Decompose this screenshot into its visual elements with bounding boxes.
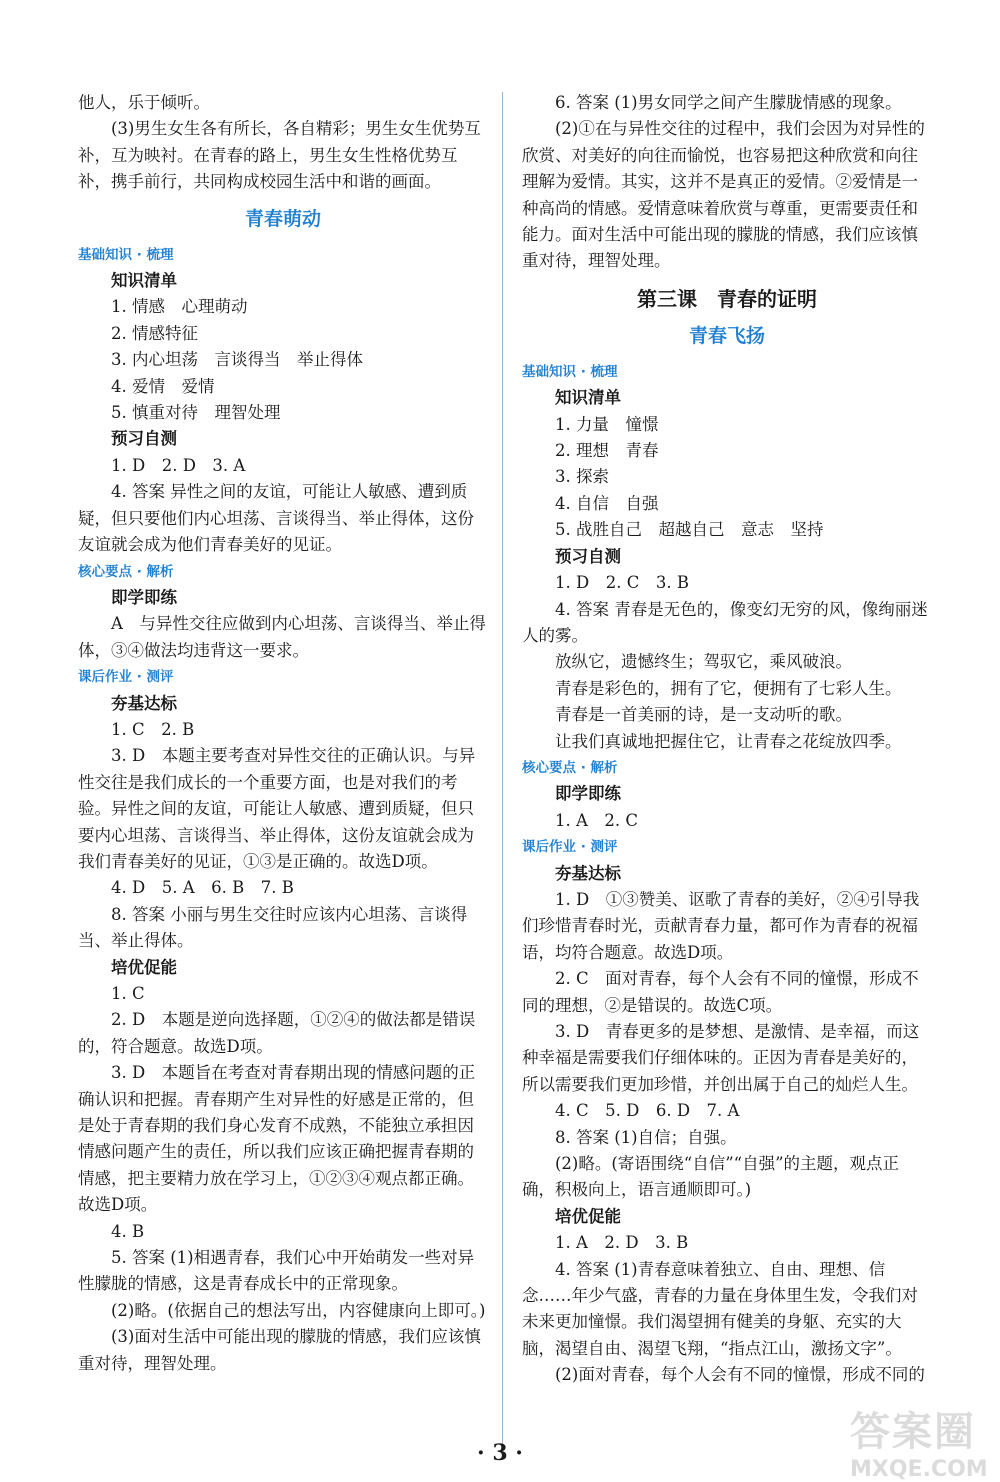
answer-line: 4. D 5. A 6. B 7. B bbox=[111, 878, 294, 898]
answer-paragraph: 放纵它，遗憾终生；驾驭它，乘风破浪。 bbox=[555, 652, 852, 672]
answer-line: 1. A 2. C bbox=[555, 810, 639, 830]
right-column bbox=[522, 90, 932, 1389]
lesson-number: 第三课 bbox=[637, 286, 697, 311]
section-header: 基础知识 · 梳理 bbox=[78, 246, 174, 263]
answer-paragraph: 青春是一首美丽的诗，是一支动听的歌。 bbox=[555, 705, 852, 725]
answer-paragraph: 6. 答案 (1)男女同学之间产生朦胧情感的现象。 bbox=[555, 93, 902, 112]
answer-line: 5. 战胜自己 超越自己 意志 坚持 bbox=[555, 520, 824, 540]
answer-line: 5. 慎重对待 理智处理 bbox=[111, 403, 281, 423]
answer-paragraph: 8. 答案 (1)自信；自强。 bbox=[555, 1127, 737, 1147]
answer-line: 1. D 2. D 3. A bbox=[111, 455, 246, 475]
answer-line: 3. 探索 bbox=[555, 467, 609, 487]
subheading: 知识清单 bbox=[555, 388, 621, 408]
section-title: 青春萌动 bbox=[244, 207, 321, 230]
subheading: 知识清单 bbox=[111, 271, 177, 291]
section-header: 核心要点 · 解析 bbox=[78, 563, 174, 580]
answer-paragraph: 3. D 青春更多的是梦想、是激情、是幸福，而这种幸福是需要我们仔细体味的。正因为青春是美好的，所以需要我们更加珍惜，并创出属于自己的灿烂人生。 bbox=[522, 1022, 920, 1094]
answer-line: 2. 情感特征 bbox=[111, 323, 198, 343]
paragraph: 他人，乐于倾听。 bbox=[78, 93, 210, 112]
answer-paragraph: 2. C 面对青春，每个人会有不同的憧憬，形成不同的理想，②是错误的。故选C项。 bbox=[522, 969, 919, 1015]
answer-line: 4. 自信 自强 bbox=[555, 493, 659, 513]
answer-line: 2. 理想 青春 bbox=[555, 441, 659, 461]
subheading: 培优促能 bbox=[111, 957, 177, 977]
section-header: 基础知识 · 梳理 bbox=[522, 363, 618, 380]
answer-paragraph: (2)①在与异性交往的过程中，我们会因为对异性的欣赏、对美好的向往而愉悦，也容易把这种欣赏和向往理解为爱情。其实，这并不是真正的爱情。②爱情是一种高尚的情感。爱情意味着欣赏与尊重，更需要责任和能力。面对生活中可能出现的朦胧的情感，我们应该慎重对待，理智处理。 bbox=[522, 119, 925, 271]
section-header: 核心要点 · 解析 bbox=[522, 759, 618, 776]
answer-paragraph: (2)面对青春，每个人会有不同的憧憬，形成不同的 bbox=[555, 1365, 925, 1385]
answer-line: 1. 力量 憧憬 bbox=[555, 414, 659, 434]
answer-paragraph: 4. 答案 (1)青春意味着独立、自由、理想、信念……年少气盛，青春的力量在身体里生发，令我们对未来更加憧憬。我们渴望拥有健美的身躯、充实的大脑，渴望自由、渴望飞翔，“指点江山，激扬文字”。 bbox=[522, 1259, 918, 1358]
subheading: 即学即练 bbox=[555, 784, 621, 804]
answer-paragraph: 8. 答案 小丽与男生交往时应该内心坦荡、言谈得当、举止得体。 bbox=[78, 904, 468, 951]
answer-paragraph: (2)略。(依据自己的想法写出，内容健康向上即可。) bbox=[111, 1300, 486, 1320]
subheading: 夯基达标 bbox=[555, 863, 621, 883]
watermark-url: MXQE.COM bbox=[850, 1457, 988, 1482]
page-number: · 3 · bbox=[477, 1440, 523, 1466]
answer-line: 1. C 2. B bbox=[111, 719, 195, 739]
answer-line: 4. 爱情 爱情 bbox=[111, 376, 215, 396]
watermark-text: 答案圈 bbox=[850, 1409, 976, 1455]
answer-paragraph: A 与异性交往应做到内心坦荡、言谈得当、举止得体，③④做法均违背这一要求。 bbox=[78, 614, 486, 660]
lesson-title bbox=[522, 285, 932, 313]
lesson-name: 青春的证明 bbox=[717, 286, 817, 311]
subheading: 预习自测 bbox=[555, 546, 621, 566]
subheading: 夯基达标 bbox=[111, 693, 177, 713]
left-column bbox=[78, 90, 488, 1377]
subheading: 即学即练 bbox=[111, 587, 177, 607]
answer-paragraph: 3. D 本题主要考查对异性交往的正确认识。与异性交往是我们成长的一个重要方面，也是对我们的考验。异性之间的友谊，可能让人敏感、遭到质疑，但只要内心坦荡、言谈得当、举止得体，这份友谊就会成为我们青春美好的见证，①③是正确的。故选D项。 bbox=[78, 746, 476, 871]
paragraph: (3)男生女生各有所长，各自精彩；男生女生优势互补，互为映衬。在青春的路上，男生女生性格优势互补，携手前行，共同构成校园生活中和谐的画面。 bbox=[78, 119, 481, 192]
section-header: 课后作业 · 测评 bbox=[522, 839, 618, 856]
answer-paragraph: 让我们真诚地把握住它，让青春之花绽放四季。 bbox=[555, 731, 902, 751]
answer-paragraph: (3)面对生活中可能出现的朦胧的情感，我们应该慎重对待，理智处理。 bbox=[78, 1327, 481, 1373]
subheading: 预习自测 bbox=[111, 429, 177, 449]
answer-line: 1. C bbox=[111, 984, 145, 1003]
answer-paragraph: 4. 答案 异性之间的友谊，可能让人敏感、遭到质疑，但只要他们内心坦荡、言谈得当、举止得体，这份友谊就会成为他们青春美好的见证。 bbox=[78, 482, 474, 555]
subheading: 培优促能 bbox=[555, 1206, 621, 1226]
section-title: 青春飞扬 bbox=[688, 324, 765, 347]
column-divider bbox=[502, 92, 503, 1450]
answer-paragraph: 3. D 本题旨在考查对青春期出现的情感问题的正确认识和把握。青春期产生对异性的好感是正常的，但是处于青春期的我们身心发育不成熟，不能独立承担因情感问题产生的责任，所以我们应该正确把握青春期的情感，把主要精力放在学习上，①②③④观点都正确。故选D项。 bbox=[78, 1063, 476, 1215]
answer-line: 1. A 2. D 3. B bbox=[555, 1233, 689, 1253]
answer-paragraph: 1. D ①③赞美、讴歌了青春的美好，②④引导我们珍惜青春时光，贡献青春力量，都可作为青春的祝福语，均符合题意。故选D项。 bbox=[522, 889, 920, 962]
answer-paragraph: 4. 答案 青春是无色的，像变幻无穷的风，像绚丽迷人的雾。 bbox=[522, 599, 928, 645]
watermark-logo bbox=[850, 1400, 988, 1482]
answer-paragraph: (2)略。(寄语围绕“自信”“自强”的主题，观点正确，积极向上，语言通顺即可。) bbox=[522, 1154, 900, 1200]
answer-line: 4. C 5. D 6. D 7. A bbox=[555, 1101, 740, 1121]
answer-paragraph: 青春是彩色的，拥有了它，便拥有了七彩人生。 bbox=[555, 678, 902, 698]
answer-line: 1. D 2. C 3. B bbox=[555, 573, 689, 593]
answer-line: 4. B bbox=[111, 1221, 145, 1241]
answer-line: 3. 内心坦荡 言谈得当 举止得体 bbox=[111, 350, 363, 370]
answer-paragraph: 2. D 本题是逆向选择题，①②④的做法都是错误的，符合题意。故选D项。 bbox=[78, 1010, 476, 1056]
answer-line: 1. 情感 心理萌动 bbox=[111, 297, 248, 317]
answer-paragraph: 5. 答案 (1)相遇青春，我们心中开始萌发一些对异性朦胧的情感，这是青春成长中的正常现象。 bbox=[78, 1248, 475, 1294]
section-header: 课后作业 · 测评 bbox=[78, 669, 174, 686]
